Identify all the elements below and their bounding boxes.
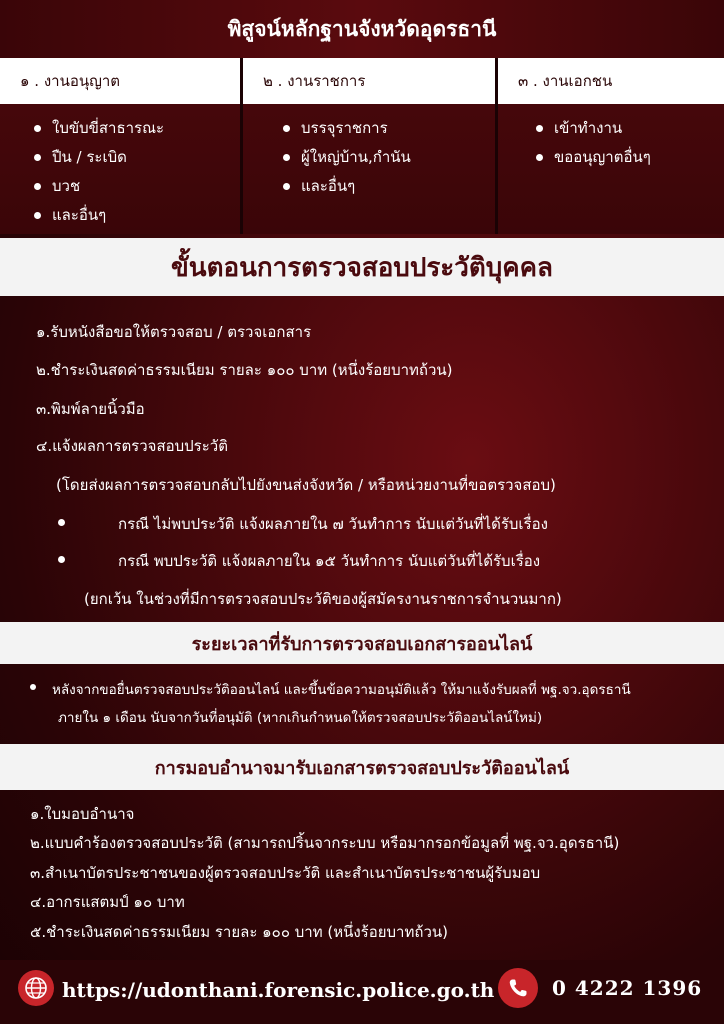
online-title: ระยะเวลาที่รับการตรวจสอบเอกสารออนไลน์: [0, 622, 724, 664]
category-list: [0, 104, 240, 230]
website-link[interactable]: https://udonthani.forensic.police.go.th: [62, 978, 495, 1002]
list-item: ขออนุญาตอื่นๆ: [532, 143, 724, 172]
category-private: [498, 58, 724, 234]
category-permit: [0, 58, 240, 234]
category-list: [498, 104, 724, 172]
category-title: ๒ . งานราชการ: [243, 58, 495, 104]
phone-number[interactable]: 0 4222 1396: [552, 976, 703, 1000]
authorization-title: การมอบอำนาจมารับเอกสารตรวจสอบประวัติออนไลน์: [0, 744, 724, 790]
bullet-dot: [58, 556, 65, 563]
category-title: ๑ . งานอนุญาต: [0, 58, 240, 104]
globe-icon: [18, 970, 54, 1006]
list-item: และอื่นๆ: [30, 201, 240, 230]
auth-item-5: ๕.ชำระเงินสดค่าธรรมเนียม รายละ ๑๐๐ บาท (หนึ่งร้อยบาทถ้วน): [30, 923, 448, 941]
categories: [0, 58, 724, 234]
list-item: ผู้ใหญ่บ้าน,กำนัน: [279, 143, 495, 172]
auth-item-2: ๒.แบบคำร้องตรวจสอบประวัติ (สามารถปริ้นจากระบบ หรือมากรอกข้อมูลที่ พฐ.จว.อุดรธานี): [30, 834, 620, 852]
step-2: ๒.ชำระเงินสดค่าธรรมเนียม รายละ ๑๐๐ บาท (หนึ่งร้อยบาทถ้วน): [36, 361, 453, 379]
phone-icon: [498, 968, 538, 1008]
column-divider: [240, 58, 243, 234]
case-not-found: กรณี ไม่พบประวัติ แจ้งผลภายใน ๗ วันทำการ นับแต่วันที่ได้รับเรื่อง: [118, 515, 548, 533]
category-title: ๓ . งานเอกชน: [498, 58, 724, 104]
page-title: พิสูจน์หลักฐานจังหวัดอุดรธานี: [0, 0, 724, 58]
auth-item-3: ๓.สำเนาบัตรประชาชนของผู้ตรวจสอบประวัติ และสำเนาบัตรประชาชนผู้รับมอบ: [30, 864, 541, 882]
online-text-line2: ภายใน ๑ เดือน นับจากวันที่อนุมัติ (หากเกินกำหนดให้ตรวจสอบประวัติออนไลน์ใหม่): [58, 710, 543, 726]
list-item: เข้าทำงาน: [532, 114, 724, 143]
step-1: ๑.รับหนังสือขอให้ตรวจสอบ / ตรวจเอกสาร: [36, 323, 312, 341]
bullet-dot: [30, 684, 36, 690]
list-item: ใบขับขี่สาธารณะ: [30, 114, 240, 143]
list-item: ปืน / ระเบิด: [30, 143, 240, 172]
bullet-dot: [58, 519, 65, 526]
list-item: บวช: [30, 172, 240, 201]
online-text-line1: หลังจากขอยื่นตรวจสอบประวัติออนไลน์ และขึ้นข้อความอนุมัติแล้ว ให้มาแจ้งรับผลที่ พฐ.จว.อุดรธานี: [52, 682, 631, 698]
category-government: [243, 58, 495, 234]
list-item: บรรจุราชการ: [279, 114, 495, 143]
step-4: ๔.แจ้งผลการตรวจสอบประวัติ: [36, 437, 228, 455]
case-found: กรณี พบประวัติ แจ้งผลภายใน ๑๕ วันทำการ นับแต่วันที่ได้รับเรื่อง: [118, 552, 541, 570]
step-3: ๓.พิมพ์ลายนิ้วมือ: [36, 400, 145, 418]
procedure-title: ขั้นตอนการตรวจสอบประวัติบุคคล: [0, 238, 724, 296]
footer: [0, 960, 724, 1024]
procedure-note: (โดยส่งผลการตรวจสอบกลับไปยังขนส่งจังหวัด / หรือหน่วยงานที่ขอตรวจสอบ): [56, 476, 556, 494]
list-item: และอื่นๆ: [279, 172, 495, 201]
auth-item-4: ๔.อากรแสตมป์ ๑๐ บาท: [30, 893, 185, 911]
procedure-exception: (ยกเว้น ในช่วงที่มีการตรวจสอบประวัติของผู้สมัครงานราชการจำนวนมาก): [84, 590, 562, 608]
category-list: [243, 104, 495, 201]
column-divider: [495, 58, 498, 234]
auth-item-1: ๑.ใบมอบอำนาจ: [30, 805, 135, 823]
